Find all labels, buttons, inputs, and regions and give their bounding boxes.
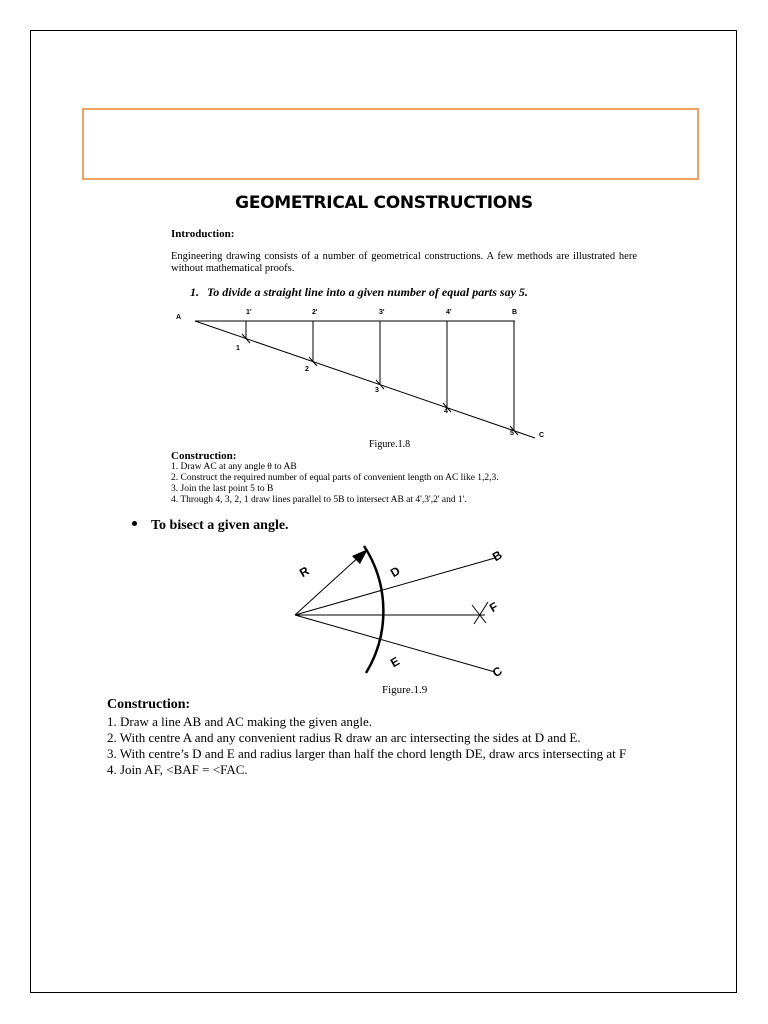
label-3: 3 bbox=[375, 387, 379, 394]
arc-f-2 bbox=[474, 602, 488, 624]
construction1-list bbox=[171, 462, 499, 506]
construction1-step: 1. Draw AC at any angle θ to AB bbox=[171, 462, 297, 472]
label-1-prime: 1' bbox=[246, 309, 252, 316]
construction2-step: 4. Join AF, <BAF = <FAC. bbox=[107, 762, 248, 777]
construction1-step: 2. Construct the required number of equal parts of convenient length on AC like 1,2,3. bbox=[171, 473, 499, 483]
introduction-heading: Introduction: bbox=[171, 228, 235, 240]
label-f: F bbox=[487, 599, 501, 616]
page-title: GEOMETRICAL CONSTRUCTIONS bbox=[235, 193, 533, 213]
section2-text: To bisect a given angle. bbox=[151, 518, 289, 533]
label-3-prime: 3' bbox=[379, 309, 385, 316]
label-1: 1 bbox=[236, 345, 240, 352]
label-b: B bbox=[512, 309, 518, 316]
figure-1-9-diagram bbox=[280, 538, 520, 686]
label-c: C bbox=[539, 432, 545, 439]
label-2: 2 bbox=[305, 366, 309, 373]
label-4: 4 bbox=[444, 408, 448, 415]
label-4-prime: 4' bbox=[446, 309, 452, 316]
construction1-step: 4. Through 4, 3, 2, 1 draw lines parallel to 5B to intersect AB at 4',3',2' and 1'. bbox=[171, 495, 467, 505]
figure-1-9-caption: Figure.1.9 bbox=[382, 684, 428, 696]
figure-1-8-caption: Figure.1.8 bbox=[369, 439, 411, 450]
label-a: A bbox=[176, 314, 182, 321]
construction1-heading: Construction: bbox=[171, 450, 237, 462]
arc-de bbox=[364, 546, 383, 673]
figure-1-8-diagram bbox=[170, 305, 560, 440]
bullet-icon bbox=[132, 521, 137, 526]
section2-heading bbox=[132, 518, 289, 534]
label-e: E bbox=[388, 653, 402, 671]
construction2-step: 2. With centre A and any convenient radius R draw an arc intersecting the sides at D and E. bbox=[107, 730, 581, 745]
label-c: C bbox=[490, 663, 505, 681]
header-box bbox=[82, 108, 699, 180]
introduction-text: Engineering drawing consists of a number of geometrical constructions. A few methods are illustrated here without mathematical proofs. bbox=[171, 251, 637, 274]
section1-heading bbox=[190, 285, 528, 300]
label-b: B bbox=[490, 547, 505, 565]
label-5: 5 bbox=[510, 430, 514, 437]
label-d: D bbox=[388, 563, 403, 581]
radius-arrowhead bbox=[352, 549, 368, 564]
section1-number: 1. bbox=[190, 285, 199, 299]
construction2-heading: Construction: bbox=[107, 697, 191, 712]
construction2-list bbox=[107, 714, 717, 778]
section1-text: To divide a straight line into a given number of equal parts say 5. bbox=[207, 285, 528, 299]
construction2-step: 3. With centre’s D and E and radius larger than half the chord length DE, draw arcs intersecting at F bbox=[107, 746, 627, 761]
construction1-step: 3. Join the last point 5 to B bbox=[171, 484, 274, 494]
label-2-prime: 2' bbox=[312, 309, 318, 316]
construction2-step: 1. Draw a line AB and AC making the given angle. bbox=[107, 714, 373, 729]
label-r: R bbox=[297, 563, 312, 581]
